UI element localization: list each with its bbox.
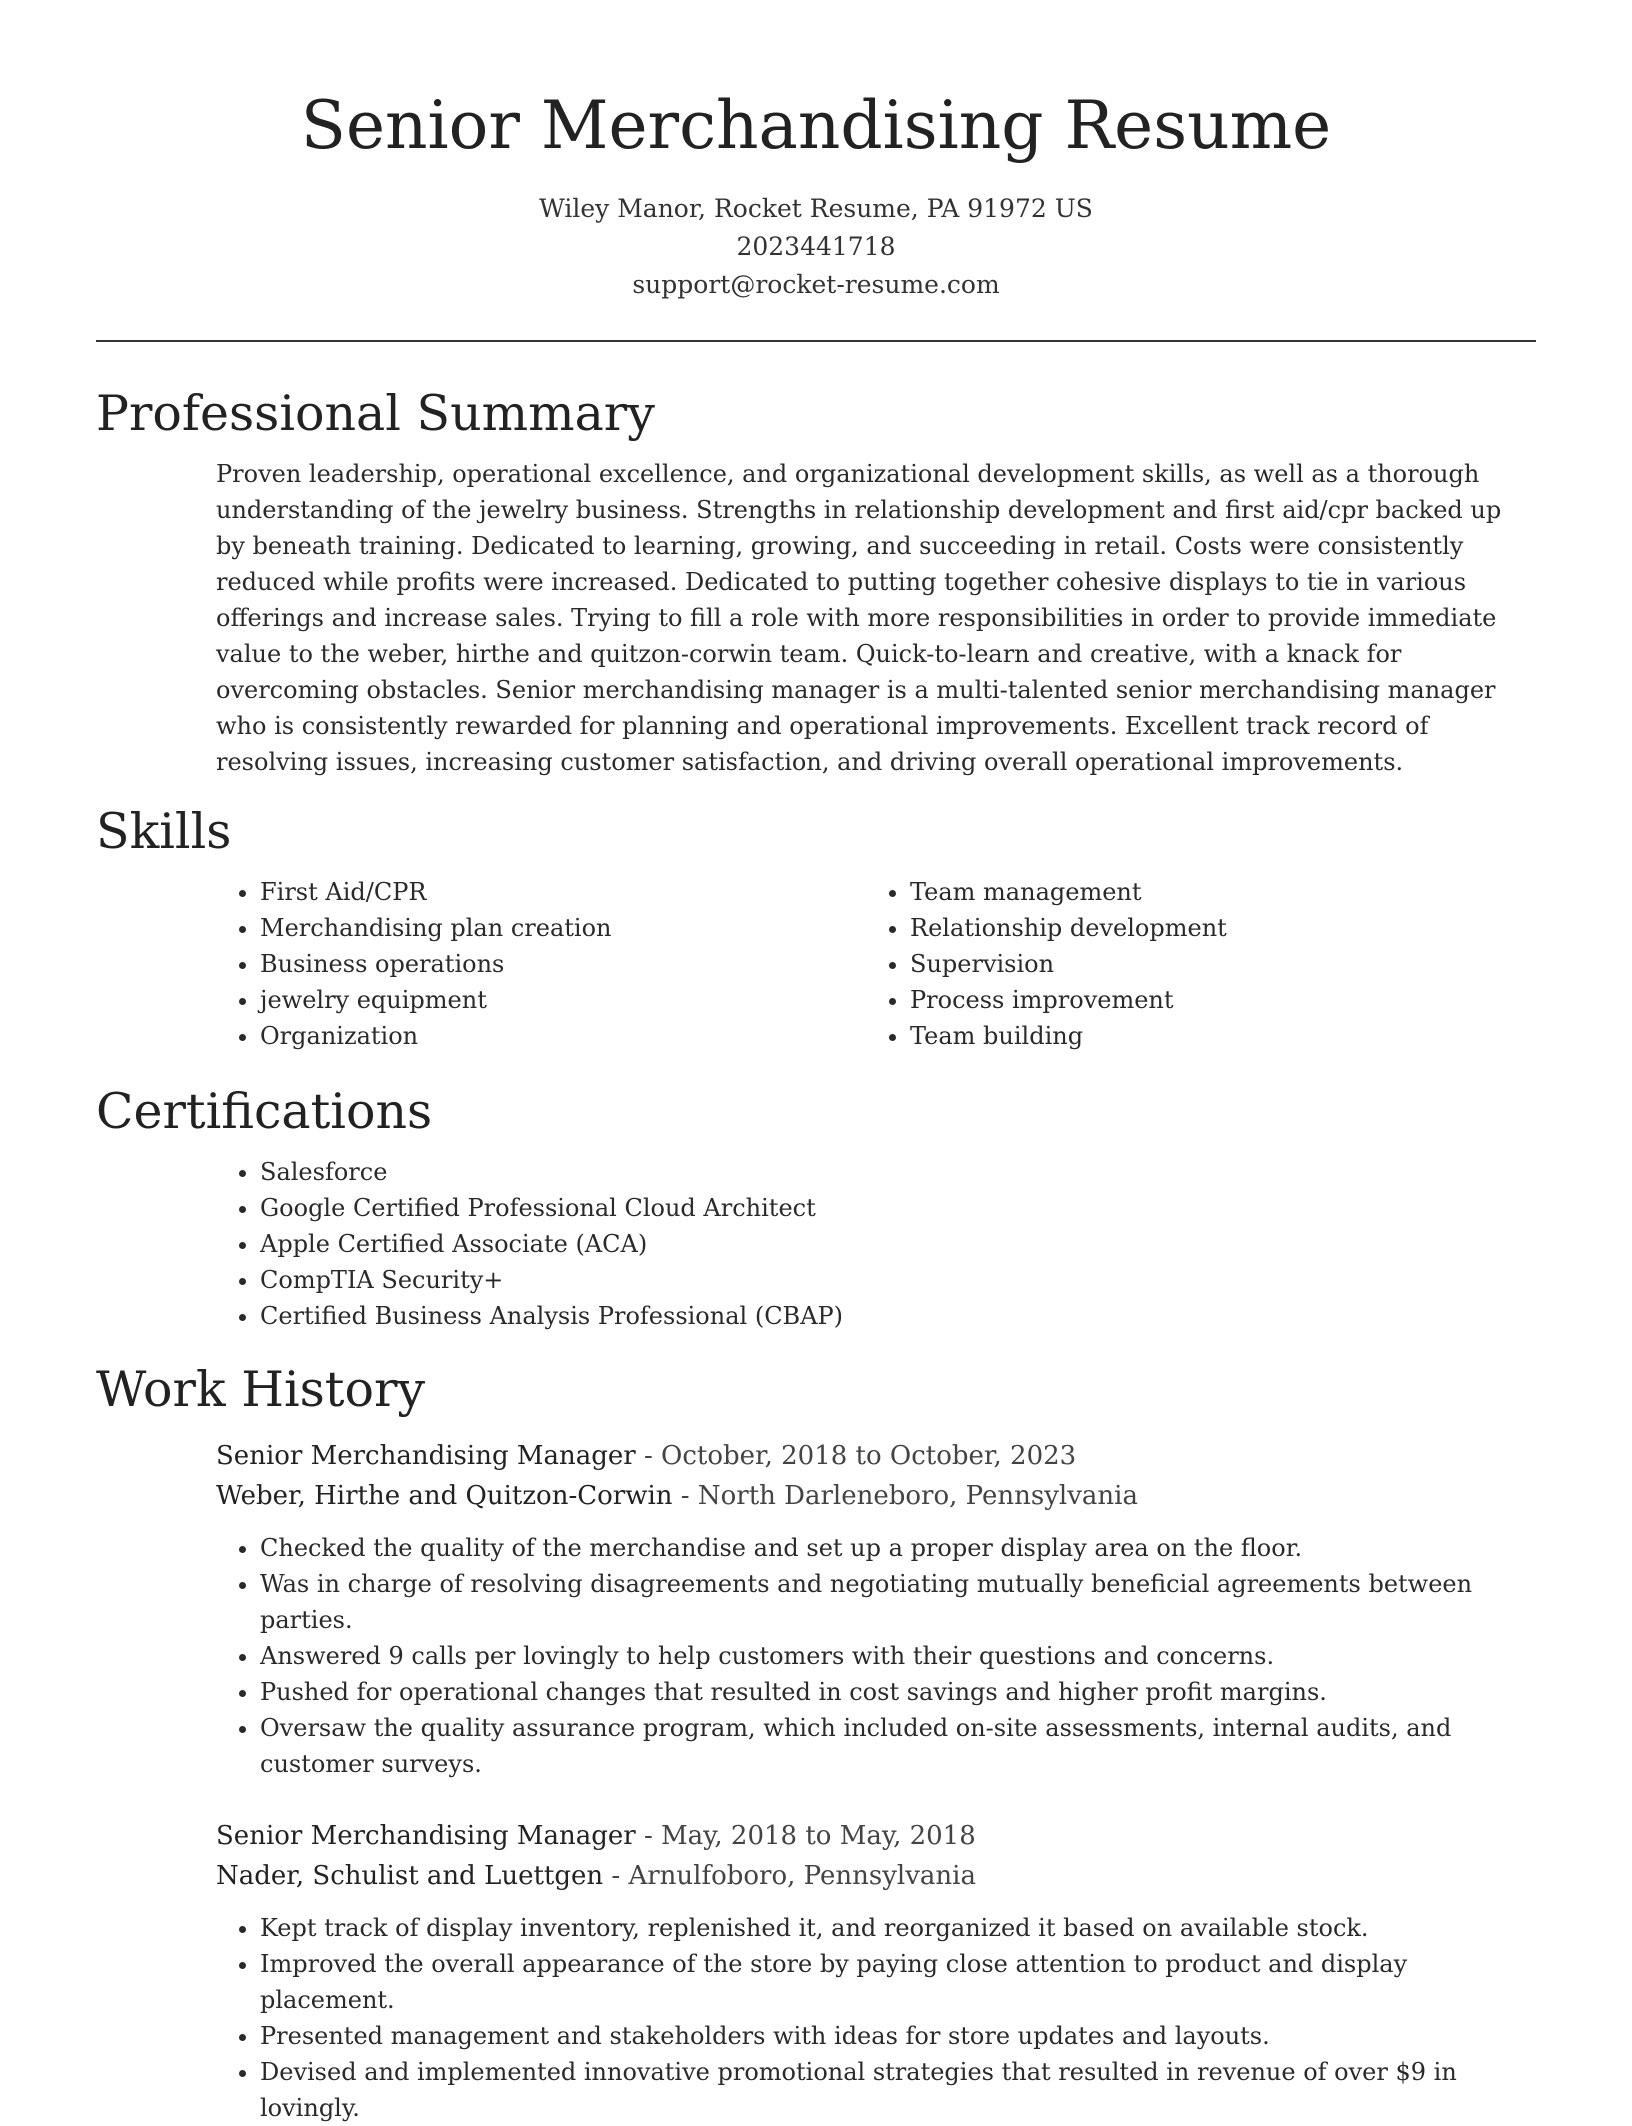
job-role: Senior Merchandising Manager [216, 1821, 636, 1851]
job-bullet: • Presented management and stakeholders with ideas for store updates and layouts. [260, 2018, 1536, 2054]
skill-item: • First Aid/CPR [260, 874, 866, 910]
job-location: - North Darleneboro, Pennsylvania [672, 1481, 1138, 1511]
skill-item: • Process improvement [910, 982, 1516, 1018]
job-role-line [216, 1816, 1536, 1856]
skills-grid [216, 874, 1536, 1054]
skill-item: • Team management [910, 874, 1516, 910]
contact-phone: 2023441718 [736, 232, 896, 261]
job-company: Weber, Hirthe and Quitzon-Corwin [216, 1481, 673, 1511]
certifications-heading: Certifications [96, 1083, 433, 1140]
resume-page [96, 0, 1536, 2126]
skill-item: • Merchandising plan creation [260, 910, 866, 946]
contact-email: support@rocket-resume.com [632, 270, 1000, 299]
skill-item: • Organization [260, 1018, 866, 1054]
job-company: Nader, Schulist and Luettgen [216, 1861, 604, 1891]
summary-heading: Professional Summary [96, 385, 655, 442]
certification-item: • Google Certified Professional Cloud Architect [260, 1190, 1536, 1226]
job-entry [216, 1816, 1536, 2126]
job-bullet: • Improved the overall appearance of the store by paying close attention to product and display placement. [260, 1946, 1536, 2018]
skill-item: • Business operations [260, 946, 866, 982]
job-bullet: • Pushed for operational changes that resulted in cost savings and higher profit margins. [260, 1674, 1536, 1710]
job-dates: - October, 2018 to October, 2023 [635, 1441, 1077, 1471]
job-bullets [216, 1910, 1536, 2126]
skill-item: • jewelry equipment [260, 982, 866, 1018]
job-company-line [216, 1476, 1536, 1516]
certification-item: • CompTIA Security+ [260, 1262, 1536, 1298]
job-entry [216, 1436, 1536, 1782]
contact-address: Wiley Manor, Rocket Resume, PA 91972 US [539, 194, 1093, 223]
summary-text: Proven leadership, operational excellence, and organizational development skills, as well as a thorough understanding of the jewelry business. Strengths in relationship development and first aid/cpr backed up by beneath training. Dedicated to learning, growing, and succeeding in retail. Costs were consistently reduced while profits were increased. Dedicated to putting together cohesive displays to tie in various offerings and increase sales. Trying to fill a role with more responsibilities in order to provide immediate value to the weber, hirthe and quitzon-corwin team. Quick-to-learn and creative, with a knack for overcoming obstacles. Senior merchandising manager is a multi-talented senior merchandising manager who is consistently rewarded for planning and operational improvements. Excellent track record of resolving issues, increasing customer satisfaction, and driving overall operational improvements. [216, 460, 1502, 776]
resume-header [96, 0, 1536, 304]
skill-item: • Relationship development [910, 910, 1516, 946]
work-history-heading: Work History [96, 1361, 426, 1418]
skill-item: • Supervision [910, 946, 1516, 982]
contact-block [96, 190, 1536, 304]
job-dates: - May, 2018 to May, 2018 [635, 1821, 976, 1851]
job-bullet: • Oversaw the quality assurance program, which included on-site assessments, internal audits, and customer surveys. [260, 1710, 1536, 1782]
certification-item: • Certified Business Analysis Professional (CBAP) [260, 1298, 1536, 1334]
resume-title: Senior Merchandising Resume [300, 87, 1332, 164]
certifications-list [216, 1154, 1536, 1334]
job-bullet: • Devised and implemented innovative promotional strategies that resulted in revenue of over $9 in lovingly. [260, 2054, 1536, 2126]
job-bullet: • Was in charge of resolving disagreements and negotiating mutually beneficial agreements between parties. [260, 1566, 1536, 1638]
skills-column-left [216, 874, 866, 1054]
job-bullet: • Answered 9 calls per lovingly to help customers with their questions and concerns. [260, 1638, 1536, 1674]
job-location: - Arnulfoboro, Pennsylvania [603, 1861, 976, 1891]
job-bullet: • Checked the quality of the merchandise and set up a proper display area on the floor. [260, 1530, 1536, 1566]
job-role-line [216, 1436, 1536, 1476]
skill-item: • Team building [910, 1018, 1516, 1054]
job-bullet: • Kept track of display inventory, replenished it, and reorganized it based on available stock. [260, 1910, 1536, 1946]
job-bullets [216, 1530, 1536, 1782]
certification-item: • Salesforce [260, 1154, 1536, 1190]
skills-heading: Skills [96, 803, 232, 860]
certification-item: • Apple Certified Associate (ACA) [260, 1226, 1536, 1262]
skills-column-right [866, 874, 1516, 1054]
header-divider [96, 340, 1536, 342]
job-company-line [216, 1856, 1536, 1896]
job-role: Senior Merchandising Manager [216, 1441, 636, 1471]
